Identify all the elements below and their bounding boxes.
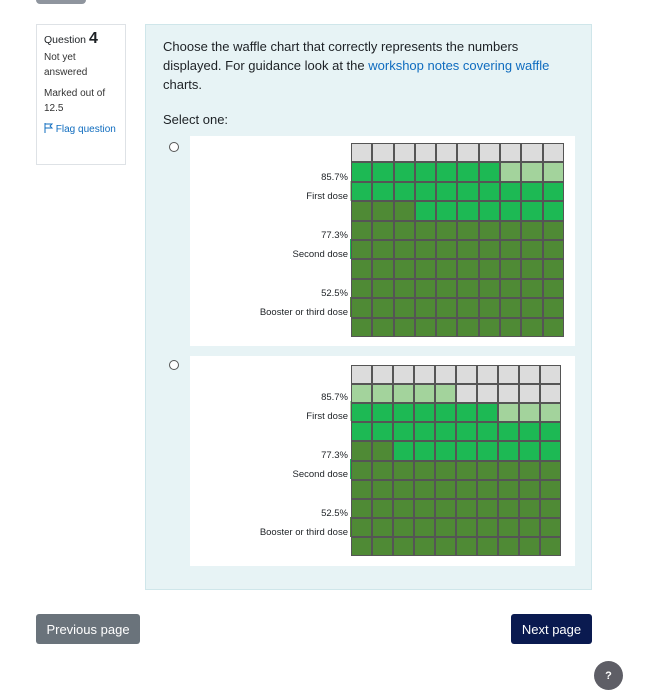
waffle-cell	[477, 537, 498, 556]
select-one-label: Select one:	[163, 112, 229, 127]
waffle-cell	[394, 279, 415, 298]
answer-radio-b[interactable]	[169, 360, 179, 370]
waffle-cell	[521, 143, 542, 162]
waffle-cell	[414, 384, 435, 403]
waffle-cell	[543, 162, 564, 181]
waffle-cell	[519, 441, 540, 460]
waffle-cell	[457, 279, 478, 298]
waffle-cell	[372, 240, 393, 259]
waffle-cell	[415, 240, 436, 259]
waffle-cell	[500, 201, 521, 220]
waffle-cell	[540, 499, 561, 518]
waffle-cell	[500, 279, 521, 298]
waffle-cell	[435, 518, 456, 537]
waffle-cell	[435, 384, 456, 403]
legend-first-dose-name-b: First dose	[306, 411, 348, 422]
waffle-cell	[372, 279, 393, 298]
waffle-cell	[521, 318, 542, 337]
waffle-cell	[540, 480, 561, 499]
waffle-cell	[457, 162, 478, 181]
waffle-cell	[372, 365, 393, 384]
waffle-cell	[414, 365, 435, 384]
waffle-cell	[477, 384, 498, 403]
legend-second-dose-b	[176, 450, 376, 480]
waffle-cell	[414, 518, 435, 537]
waffle-cell	[519, 537, 540, 556]
waffle-cell	[498, 537, 519, 556]
waffle-cell	[521, 298, 542, 317]
waffle-cell	[457, 182, 478, 201]
waffle-cell	[540, 518, 561, 537]
question-label: Question	[44, 34, 87, 46]
question-content	[145, 24, 592, 590]
waffle-cell	[435, 422, 456, 441]
waffle-cell	[543, 259, 564, 278]
waffle-cell	[479, 221, 500, 240]
waffle-cell	[521, 162, 542, 181]
question-state: Not yet answered	[44, 52, 88, 78]
waffle-cell	[543, 201, 564, 220]
top-tab	[36, 0, 86, 4]
waffle-cell	[500, 182, 521, 201]
waffle-cell	[351, 384, 372, 403]
waffle-cell	[414, 537, 435, 556]
waffle-cell	[415, 298, 436, 317]
waffle-cell	[500, 298, 521, 317]
waffle-cell	[351, 162, 372, 181]
waffle-cell	[498, 384, 519, 403]
legend-second-dose-name-b: Second dose	[292, 469, 348, 480]
waffle-cell	[393, 537, 414, 556]
waffle-cell	[498, 403, 519, 422]
answer-option-b[interactable]	[190, 356, 575, 566]
waffle-cell	[351, 403, 372, 422]
waffle-cell	[351, 279, 372, 298]
waffle-cell	[457, 221, 478, 240]
waffle-cell	[519, 403, 540, 422]
waffle-cell	[456, 518, 477, 537]
waffle-cell	[372, 499, 393, 518]
waffle-cell	[394, 143, 415, 162]
waffle-cell	[500, 259, 521, 278]
waffle-cell	[372, 461, 393, 480]
flag-question-link[interactable]	[44, 122, 118, 137]
waffle-cell	[500, 162, 521, 181]
waffle-cell	[351, 499, 372, 518]
waffle-cell	[543, 298, 564, 317]
question-number	[44, 31, 118, 48]
waffle-cell	[519, 480, 540, 499]
waffle-cell	[393, 480, 414, 499]
waffle-cell	[540, 365, 561, 384]
waffle-cell	[435, 441, 456, 460]
waffle-cell	[394, 318, 415, 337]
waffle-cell	[543, 221, 564, 240]
waffle-cell	[457, 259, 478, 278]
waffle-cell	[414, 403, 435, 422]
waffle-cell	[436, 318, 457, 337]
waffle-cell	[479, 162, 500, 181]
waffle-cell	[540, 422, 561, 441]
waffle-cell	[415, 318, 436, 337]
waffle-cell	[414, 480, 435, 499]
waffle-cell	[498, 441, 519, 460]
waffle-cell	[456, 537, 477, 556]
waffle-cell	[477, 441, 498, 460]
question-grade: Marked out of 12.5	[44, 88, 106, 114]
waffle-cell	[415, 143, 436, 162]
waffle-cell	[519, 499, 540, 518]
waffle-cell	[415, 221, 436, 240]
waffle-cell	[457, 298, 478, 317]
legend-first-dose	[176, 172, 376, 202]
waffle-cell	[519, 384, 540, 403]
waffle-cell	[372, 403, 393, 422]
waffle-cell	[393, 403, 414, 422]
waffle-cell	[415, 259, 436, 278]
waffle-cell	[540, 384, 561, 403]
waffle-cell	[351, 318, 372, 337]
legend-first-dose-pct-b: 85.7%	[321, 392, 348, 403]
help-icon[interactable]: ?	[594, 661, 623, 690]
waffle-cell	[351, 298, 372, 317]
waffle-cell	[394, 240, 415, 259]
waffle-cell	[351, 461, 372, 480]
waffle-cell	[500, 221, 521, 240]
question-text-part2: charts.	[163, 77, 203, 92]
waffle-cell	[436, 201, 457, 220]
waffle-cell	[372, 422, 393, 441]
waffle-cell	[435, 403, 456, 422]
waffle-cell	[435, 537, 456, 556]
waffle-cell	[372, 441, 393, 460]
waffle-cell	[498, 518, 519, 537]
waffle-cell	[479, 240, 500, 259]
waffle-cell	[415, 182, 436, 201]
waffle-cell	[393, 499, 414, 518]
waffle-cell	[457, 201, 478, 220]
waffle-cell	[543, 279, 564, 298]
waffle-cell	[543, 240, 564, 259]
waffle-cell	[519, 422, 540, 441]
legend-booster-dose-name: Booster or third dose	[259, 307, 348, 318]
waffle-cell	[435, 499, 456, 518]
waffle-cell	[500, 240, 521, 259]
waffle-cell	[351, 441, 372, 460]
legend-booster-dose-pct: 52.5%	[321, 288, 348, 299]
waffle-cell	[351, 221, 372, 240]
legend-second-dose-name: Second dose	[292, 249, 348, 260]
waffle-cell	[372, 298, 393, 317]
waffle-cell	[351, 422, 372, 441]
waffle-cell	[456, 480, 477, 499]
waffle-chart-b	[351, 365, 561, 556]
waffle-cell	[414, 461, 435, 480]
waffle-cell	[498, 365, 519, 384]
waffle-cell	[498, 422, 519, 441]
waffle-chart-a	[351, 143, 564, 337]
flag-question-label: Flag question	[55, 124, 116, 135]
waffle-cell	[456, 422, 477, 441]
waffle-cell	[521, 221, 542, 240]
waffle-cell	[415, 279, 436, 298]
waffle-cell	[372, 384, 393, 403]
legend-second-dose-pct: 77.3%	[321, 230, 348, 241]
legend-booster-dose	[176, 288, 376, 318]
waffle-cell	[435, 365, 456, 384]
waffle-cell	[540, 441, 561, 460]
waffle-cell	[540, 461, 561, 480]
waffle-cell	[477, 461, 498, 480]
waffle-cell	[521, 182, 542, 201]
waffle-cell	[477, 499, 498, 518]
waffle-cell	[394, 221, 415, 240]
waffle-cell	[393, 461, 414, 480]
legend-first-dose-pct: 85.7%	[321, 172, 348, 183]
waffle-cell	[543, 182, 564, 201]
waffle-cell	[456, 499, 477, 518]
waffle-cell	[436, 182, 457, 201]
question-text	[163, 37, 568, 94]
waffle-cell	[372, 162, 393, 181]
waffle-cell	[477, 480, 498, 499]
waffle-cell	[479, 182, 500, 201]
waffle-cell	[394, 259, 415, 278]
next-page-button[interactable]: Next page	[511, 614, 592, 644]
previous-page-button[interactable]: Previous page	[36, 614, 140, 644]
waffle-cell	[394, 162, 415, 181]
waffle-cell	[393, 441, 414, 460]
legend-booster-dose-name-b: Booster or third dose	[259, 527, 348, 538]
waffle-cell	[457, 240, 478, 259]
waffle-cell	[479, 201, 500, 220]
waffle-cell	[372, 221, 393, 240]
answer-option-a[interactable]	[190, 136, 575, 346]
waffle-cell	[456, 441, 477, 460]
waffle-cell	[372, 201, 393, 220]
waffle-cell	[477, 518, 498, 537]
legend-first-dose-name: First dose	[306, 191, 348, 202]
waffle-cell	[414, 422, 435, 441]
waffle-cell	[479, 259, 500, 278]
waffle-cell	[479, 318, 500, 337]
waffle-cell	[415, 201, 436, 220]
waffle-cell	[372, 518, 393, 537]
waffle-cell	[393, 384, 414, 403]
waffle-cell	[436, 221, 457, 240]
waffle-cell	[519, 461, 540, 480]
waffle-cell	[351, 518, 372, 537]
waffle-cell	[372, 480, 393, 499]
waffle-cell	[436, 162, 457, 181]
waffle-cell	[519, 518, 540, 537]
waffle-cell	[498, 480, 519, 499]
waffle-cell	[436, 259, 457, 278]
waffle-cell	[540, 403, 561, 422]
waffle-cell	[479, 143, 500, 162]
question-number-value: 4	[88, 30, 98, 47]
waffle-cell	[436, 143, 457, 162]
waffle-cell	[457, 318, 478, 337]
waffle-cell	[498, 499, 519, 518]
waffle-cell	[436, 240, 457, 259]
waffle-cell	[456, 461, 477, 480]
waffle-cell	[543, 318, 564, 337]
waffle-cell	[456, 365, 477, 384]
waffle-cell	[415, 162, 436, 181]
legend-booster-dose-b	[176, 508, 376, 538]
waffle-cell	[500, 143, 521, 162]
waffle-cell	[372, 143, 393, 162]
waffle-cell	[351, 143, 372, 162]
waffle-cell	[519, 365, 540, 384]
waffle-cell	[500, 318, 521, 337]
waffle-cell	[456, 384, 477, 403]
waffle-cell	[414, 441, 435, 460]
waffle-cell	[394, 182, 415, 201]
legend-booster-dose-pct-b: 52.5%	[321, 508, 348, 519]
waffle-cell	[477, 403, 498, 422]
workshop-notes-link[interactable]: workshop notes covering waffle	[368, 58, 550, 73]
waffle-cell	[351, 259, 372, 278]
waffle-cell	[372, 318, 393, 337]
waffle-cell	[521, 201, 542, 220]
waffle-cell	[498, 461, 519, 480]
waffle-cell	[435, 461, 456, 480]
waffle-cell	[351, 480, 372, 499]
waffle-cell	[521, 240, 542, 259]
waffle-cell	[457, 143, 478, 162]
waffle-cell	[479, 298, 500, 317]
waffle-cell	[351, 240, 372, 259]
waffle-cell	[477, 365, 498, 384]
waffle-cell	[394, 201, 415, 220]
legend-first-dose-b	[176, 392, 376, 422]
waffle-cell	[351, 201, 372, 220]
waffle-cell	[540, 537, 561, 556]
waffle-cell	[436, 298, 457, 317]
answer-radio-a[interactable]	[169, 142, 179, 152]
legend-second-dose	[176, 230, 376, 260]
question-text-part1: Choose the waffle chart that correctly represents the numbers displayed. For guidance look at the	[163, 39, 519, 73]
waffle-cell	[393, 518, 414, 537]
waffle-cell	[393, 422, 414, 441]
waffle-cell	[543, 143, 564, 162]
waffle-cell	[414, 499, 435, 518]
waffle-cell	[351, 182, 372, 201]
question-info-panel	[36, 24, 126, 165]
waffle-cell	[372, 537, 393, 556]
legend-second-dose-pct-b: 77.3%	[321, 450, 348, 461]
flag-icon	[44, 123, 53, 133]
waffle-cell	[372, 182, 393, 201]
waffle-cell	[479, 279, 500, 298]
waffle-cell	[521, 259, 542, 278]
waffle-cell	[521, 279, 542, 298]
waffle-cell	[351, 365, 372, 384]
waffle-cell	[435, 480, 456, 499]
waffle-cell	[393, 365, 414, 384]
waffle-cell	[372, 259, 393, 278]
waffle-cell	[436, 279, 457, 298]
waffle-cell	[477, 422, 498, 441]
waffle-cell	[351, 537, 372, 556]
waffle-cell	[394, 298, 415, 317]
waffle-cell	[456, 403, 477, 422]
